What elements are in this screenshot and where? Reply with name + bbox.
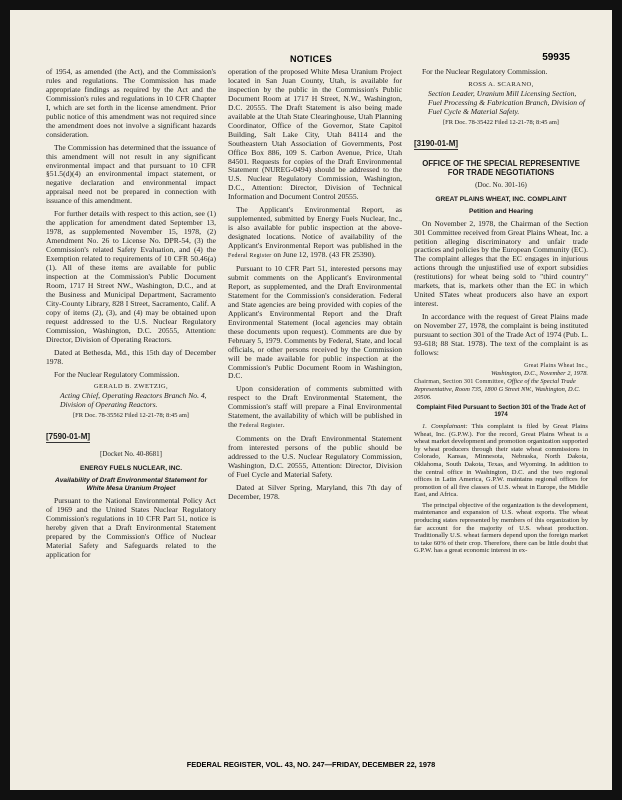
signature-block [46,383,216,410]
complaint-heading: Complaint Filed Pursuant to Section 301 of the Trade Act of 1974 [416,404,586,418]
paragraph: On November 2, 1978, the Chairman of the Section 301 Committee received from Great Plains Wheat, Inc. a petition alleging discriminatory and unfair trade practices and policies by the European Community (EC). The complaint alleges that the EC engages in injurious actions through the unjustified use of export subsidies (restitutions) for wheat being sold to "third country" markets, that is, markets other than the EC in which United STates wheat producers also have an export interest. [414,218,588,309]
paragraph: of 1954, as amended (the Act), and the Commission's rules and regulations. The Commission has made appropriate findings as required by the Act and the Commission's rules and regulations in 10 CFR Chapter I, which are set forth in the license amendment. Prior public notice of this amendment was not required since the amendment does not involve a significant hazards consideration. [46,67,216,139]
section-title: NOTICES [289,54,333,64]
notice-heading: GREAT PLAINS WHEAT, INC. COMPLAINT [435,195,567,203]
letter-to-label: Chairman, Section 301 Committee, [414,378,506,385]
column-2 [228,68,402,506]
column-1 [46,68,216,564]
paragraph: Upon consideration of comments submitted with respect to the Draft Environmental Statement, the Commission's staff will prepare a Final Environmental Statement, the availability of which will be published in the Federal Register. [228,384,402,430]
paragraph-lead: 1. Complainant: [422,422,468,430]
docket-number: [Docket No. 40-8681] [99,450,162,459]
paragraph: The Commission has determined that the issuance of this amendment will not result in any significant environmental impact and that pursuant to 10 CFR §51.5(d)(4) an environmental impact statement, or negative declaration and environmental impact appraisal need not be prepared in connection with issuance of this amendment. [46,142,216,206]
signer-title: Acting Chief, Operating Reactors Branch No. 4, Division of Operating Reactors. [60,391,207,410]
federal-register-ref: Federal Register [239,423,283,430]
agency-heading: OFFICE OF THE SPECIAL REPRESENTIVE FOR TRADE NEGOTIATIONS [422,158,580,177]
billing-code: [7590-01-M] [46,432,91,442]
letter-place-date: Washington, D.C., November 2, 1978. [490,370,588,378]
fr-doc-line: [FR Doc. 78-35562 Filed 12-21-78; 8:45 am] [73,412,189,420]
billing-code: [3190-01-M] [414,138,459,148]
signer-title: Section Leader, Uranium Mill Licensing Section, Fuel Processing & Fabrication Branch, Division of Fuel Cycle & Material Safety. [428,88,585,116]
letter-from: Great Plains Wheat Inc., [524,362,588,369]
notice-subheading: Availability of Draft Environmental Statement for White Mesa Uranium Project [54,477,208,493]
commission-line: For the Nuclear Regulatory Commission. [422,67,548,76]
complaint-text [414,423,588,555]
paragraph: The principal objective of the organization is the development, maintenance and expansion of U.S. wheat exports. The wheat producing states represented by members of this organization by far account for the majority of U.S. wheat production. Traditionally U.S. wheat farmers depend upon the foreign market to take 60% of their crop. Therefore, there can be little doubt that G.P.W. has a great economic interest in ex- [414,501,588,555]
page-number: 59935 [542,52,570,63]
notice-heading: ENERGY FUELS NUCLEAR, INC. [79,465,183,473]
paragraph: The Applicant's Environmental Report, as supplemented, submitted by Energy Fuels Nuclear, Inc., is also available for public inspection at the above-designated locations. Notice of availability of the Applicant's Environmental Report was published in the Federal Register on June 12, 1978. (43 FR 25390). [228,205,402,260]
signer-name: ROSS A. SCARANO, [468,80,534,88]
federal-register-ref: Federal Register [228,253,272,260]
paragraph: Pursuant to 10 CFR Part 51, interested persons may submit comments on the Applicant's Environmental Report, as supplemented, and the Draft Environmental Statement for the Commission's consideration. Federal and State agencies are being provided with copies of the Applicant's Environmental Report and the Draft Environmental Statement (local agencies may obtain these documents upon request). Comments are due by February 5, 1979. Comments by Federal, State, and local officials, or other persons received by the Commission will be made available for public inspection at the Commission's Public Document Room in Washington, D.C. [228,264,402,381]
fr-doc-line: [FR Doc. 78-35422 Filed 12-21-78; 8:45 am] [443,118,559,126]
paragraph: In accordance with the request of Great Plains made on November 27, 1978, the complaint is being instituted pursuant to section 301 of the Trade Act of 1974 (Pub. L. 93-618; 88 Stat. 1978). The text of the complaint is as follows: [414,312,588,357]
paragraph: 1. Complainant: This complaint is filed by Great Plains Wheat, Inc. (G.P.W.). For the record, Great Plains Wheat is a wheat market development and promotion organization supported by wheat producers through their state wheat commissions in Colorado, Kansas, Minnesota, Nebraska, North Dakota, Oklahoma, South Dakota, Texas, and Wyoming. In addition to the central office in Washington, D.C. and the two regional offices in Latin America, G.P.W. maintains regional offices for promotion of all five classes of U.S. wheat in Europe, the Middle East, and Africa. [414,422,588,499]
letter-to: Office of the Special Trade Representative, Room 735, 1800 G Street NW., Washington, D.C. 20506. [414,377,581,401]
notice-subheading: Petition and Hearing [468,207,534,215]
signature-block [414,81,588,117]
dated-line: Dated at Bethesda, Md., this 15th day of December 1978. [46,347,216,366]
paragraph: For further details with respect to this action, see (1) the application for amendment dated September 13, 1978, as supplemented November 15, 1978, (2) Amendment No. 26 to License No. DPR-54, (3) the Commission's related Safety Evaluation, and (4) the Exemption related to requirements of 10 CFR 50.46(a)(1). All of these items are available for public inspection at the Commission's Public Document Room, 1717 H Street NW., Washington, D.C., and at the Business and Municipal Department, Sacramento City-County Library, 828 I Street, Sacramento, Calif. A copy of items (2), (3), and (4) may be obtained upon request addressed to the U.S. Nuclear Regulatory Commission, Washington, D.C. 20555, Attention: Director, Division of Operating Reactors. [46,209,216,344]
signer-name: GERALD B. ZWETZIG, [93,383,169,391]
page-footer: FEDERAL REGISTER, VOL. 43, NO. 247—FRIDAY, DECEMBER 22, 1978 [186,760,436,769]
paragraph: operation of the proposed White Mesa Uranium Project located in San Juan County, Utah, is available for inspection by the public in the Commission's Public Document Room at 1717 H Street, N.W., Washington, D.C. 20555. The Draft Statement is also being made available at the Utah State Clearinghouse, Utah Planning Coordinator, Office of the Governor, State Capitol Building, Salt Lake City, Utah 84114 and the Southeastern Utah Association of Governments, Post Office Box 886, 109 S. Carbon Avenue, Price, Utah 84501. Requests for copies of the Draft Environmental Statement (NUREG-0494) should be addressed to the U.S. Nuclear Regulatory Commission, Washington, D.C., Attention: Director, Division of Technical Information and Document Control 20555. [228,67,402,202]
column-3 [414,68,588,558]
commission-line: For the Nuclear Regulatory Commission. [54,369,180,379]
document-page [10,10,612,790]
letter-address [414,362,588,401]
paragraph: Comments on the Draft Environmental Statement from interested persons of the public should be addressed to the U.S. Nuclear Regulatory Commission, Washington, D.C. 20555, Attention: Director, Division of Fuel Cycle and Material Safety. [228,434,402,479]
paragraph: Pursuant to the National Environmental Policy Act of 1969 and the United States Nuclear Regulatory Commission's regulations in 10 CFR Part 51, notice is hereby given that a Draft Environmental Statement prepared by the Commission's Office of Nuclear Material Safety and Safeguards related to the application for [46,496,216,559]
dated-line: Dated at Silver Spring, Maryland, this 7th day of December, 1978. [228,482,402,501]
docket-number: (Doc. No. 301-16) [475,180,527,189]
